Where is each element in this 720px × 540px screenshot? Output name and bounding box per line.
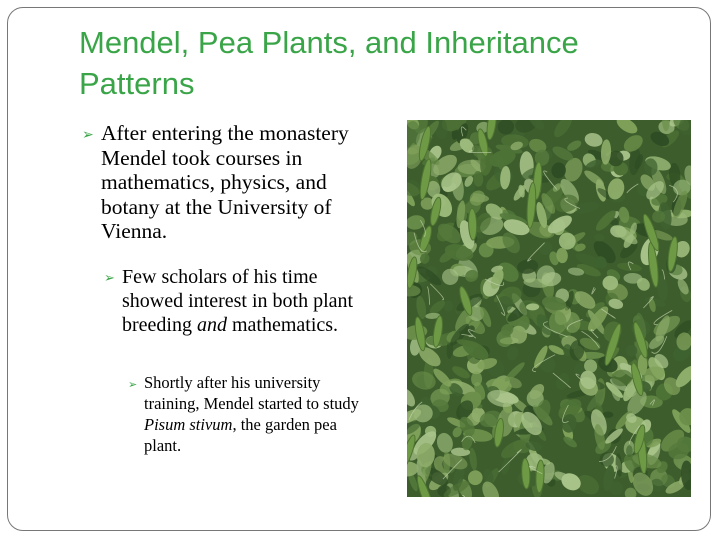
bullet-text-emphasis: and — [196, 314, 227, 336]
bullet-level-1 — [82, 121, 382, 244]
bullet-level-2 — [104, 265, 374, 337]
pea-plants-photo — [407, 120, 691, 497]
species-name: Pisum stivum — [144, 415, 233, 434]
bullet-arrow-icon: ➢ — [128, 378, 138, 391]
slide-title: Mendel, Pea Plants, and Inheritance Patterns — [79, 25, 579, 101]
bullet-text-start: Shortly after his university training, Mendel started to study — [144, 373, 359, 413]
pea-plants-image — [407, 120, 691, 497]
bullet-arrow-icon: ➢ — [104, 271, 115, 286]
bullet-text-end: mathematics. — [226, 314, 339, 336]
bullet-text-start: Few scholars of his time showed interest in both plant breeding — [122, 266, 354, 336]
bullet-text — [104, 265, 374, 337]
bullet-text-end: , the garden pea plant. — [144, 415, 337, 455]
bullet-arrow-icon: ➢ — [82, 127, 94, 143]
bullet-text — [128, 372, 373, 456]
bullet-text: After entering the monastery Mendel took courses in mathematics, physics, and botany at the University of Vienna. — [101, 121, 349, 243]
bullet-level-3 — [128, 372, 373, 456]
